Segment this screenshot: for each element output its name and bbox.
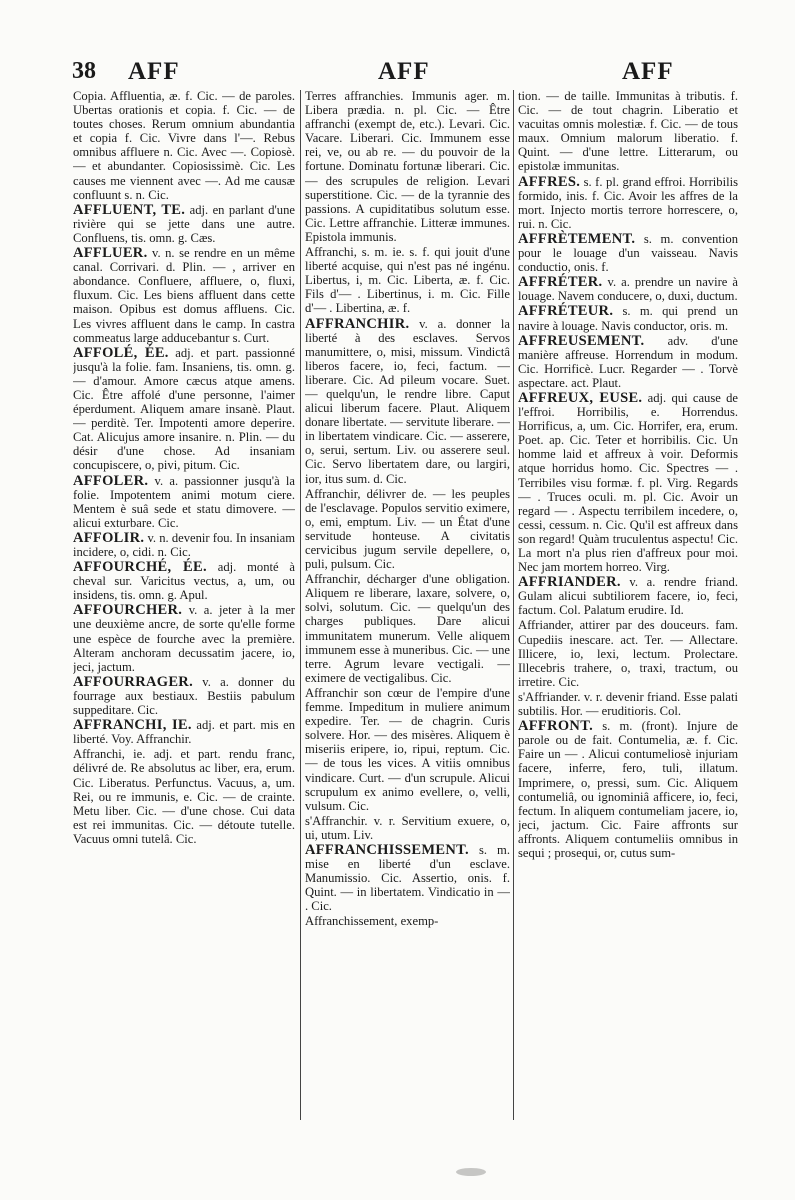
entry: s'Affriander. v. r. devenir friand. Esse palati subtilis. Hor. — eruditioris. Col.	[518, 689, 738, 719]
guide-word-center: AFF	[378, 58, 430, 85]
column-left	[73, 89, 295, 1129]
entry: AFFRÈTEMENT. s. m. convention pour le louage d'un vaisseau. Navis conductio, onis. f.	[518, 230, 738, 275]
entry: AFFRANCHI, IE. adj. et part. mis en liberté. Voy. Affranchir.	[73, 717, 295, 747]
column-divider	[300, 90, 301, 1120]
page-number: 38	[72, 58, 96, 84]
column-right	[518, 89, 738, 1129]
entry: AFFRANCHISSEMENT. s. m. mise en liberté d'un esclave. Manumissio. Cic. Assertio, onis. f. Quint. — in libertatem. Vindicatio in — . Cic.	[305, 841, 510, 914]
entry: AFFLUER. v. n. se rendre en un même canal. Corrivari. d. Plin. — , arriver en abondance. Confluere, affluere, o, fluxi, fluxum. Cic. Les biens affluent dans cette maison. Opibus est domus affluens. Cic. Les vivres affluent dans le camp. In castra commeatus large adducebantur s. Curt.	[73, 245, 295, 345]
entry: Affranchir son cœur de l'empire d'une femme. Impeditum in muliere animum expedire. Ter. — de chagrin. Curis solvere. Hor. — des misères. Aliquem è miseriis eripere, io, ripui, reptum. Cic. — de tous les vices. A vitiis omnibus vindicare. Curt. — d'un scrupule. Alicui scrupulum ex animo evellere, o, velli, vulsum. Cic.	[305, 685, 510, 813]
entry: Affranchi, ie. adj. et part. rendu franc, délivré de. Re absolutus ac liber, era, erum. Cic. Liberatus. Perfunctus. Vacuus, a, um. Rei, ou re immunis, e. Cic. — de crainte. Metu liber. Cic. — d'une chose. Cui data est rei immunitas. Cic. — détoute tutelle. Vacuus omni tutelâ. Cic.	[73, 747, 295, 846]
entry: AFFREUX, EUSE. adj. qui cause de l'effroi. Horribilis, e. Horrendus. Horrificus, a, um. Cic. Horrifer, era, erum. Poet. ap. Cic. Teter et horribilis. Cic. Un homme laid et affreux à voir. Deformis atque horridus homo. Cic. Spectres — . Terribiles visu formæ. f. pl. Virg. Regards — . Truces oculi. m. pl. Cic. Avoir un regard — . Aspectu terribilem incedere, o, cessi, cessum. n. Cic. Qu'il est affreux dans son regard! Quàm truculentus aspectu! Cic. La mort n'a plus rien d'affreux pour moi. Nec jam mortem horreo. Virg.	[518, 389, 738, 575]
entry: AFFRES. s. f. pl. grand effroi. Horribilis formido, inis. f. Cic. Avoir les affres de la mort. Injecto mortis terrore horrescere, o, rui. n. Cic.	[518, 173, 738, 231]
guide-word-right: AFF	[622, 58, 674, 85]
entry: Copia. Affluentia, æ. f. Cic. — de paroles. Ubertas orationis et copia. f. Cic. — de toutes choses. Rerum omnium abundantia et copia f. Cic. Vivre dans l'—. Rebus omnibus affluere n. Cic. Avec —. Copiosè. — et abundanter. Copiosissimè. Cic. Les causes me viennent avec —. Ad me causæ confluunt s. n. Cic.	[73, 89, 295, 202]
entry: AFFRÉTEUR. s. m. qui prend un navire à louage. Navis conductor, oris. m.	[518, 303, 738, 333]
running-header	[70, 58, 740, 88]
entry: AFFREUSEMENT. adv. d'une manière affreuse. Horrendum in modum. Cic. Horrificè. Lucr. Regarder — . Torvè aspectare. act. Plaut.	[518, 332, 738, 390]
entry: AFFRÉTER. v. a. prendre un navire à louage. Navem conducere, o, duxi, ductum.	[518, 274, 738, 304]
entry: AFFOURCHER. v. a. jeter à la mer une deuxième ancre, de sorte qu'elle forme une espèce de fourche avec la première. Alteram anchoram decussatim jacere, io, jeci, jactum.	[73, 602, 295, 674]
entry: AFFOURCHÉ, ÉE. adj. monté à cheval sur. Varicitus vectus, a, um, ou insidens, tis. omn. g. Apul.	[73, 559, 295, 603]
entry: s'Affranchir. v. r. Servitium exuere, o, ui, utum. Liv.	[305, 813, 510, 842]
entry: Affriander, attirer par des douceurs. fam. Cupediis inescare. act. Ter. — Allectare. Illicere, io, lexi, lectum. Prolectare. Illecebris trahere, o, traxi, tractum, ou irretire. Cic.	[518, 618, 738, 689]
entry: AFFOLIR. v. n. devenir fou. In insaniam incidere, o, cidi. n. Cic.	[73, 529, 295, 559]
entry: Affranchir, décharger d'une obligation. Aliquem re liberare, laxare, solvere, o, solvi, solutum. Cic. — quelqu'un des charges publiques. Dare alicui immunitatem munerum. Velle aliquem immunem esse à muneribus. Cic. — une terre. Agrum levare vectigali. — eximere de vectigalibus. Cic.	[305, 572, 510, 685]
entry: AFFRIANDER. v. a. rendre friand. Gulam alicui subtiliorem facere, io, feci, factum. Col. Palatum erudire. Id.	[518, 574, 738, 618]
guide-word-left: AFF	[128, 58, 180, 85]
entry: AFFOURRAGER. v. a. donner du fourrage aux bestiaux. Bestiis pabulum suppeditare. Cic.	[73, 673, 295, 718]
entry: Terres affranchies. Immunis ager. m. Libera prædia. n. pl. Cic. — Être affranchi (exempt de, etc.). Levari. Cic. Vacare. Liberari. Cic. Immunem esse rei, ve, ou ab re. — du pouvoir de la fortune. Dominatu fortunæ liberari. Cic. — des scrupules de religion. Levari superstitione. Cic. — de la tyrannie des passions. A cupiditatibus solutum esse. Cic. Lettre affranchie. Litteræ immunes. Epistola immunis.	[305, 89, 510, 244]
entry: tion. — de taille. Immunitas à tributis. f. Cic. — de tout chagrin. Liberatio et vacuitas omnis molestiæ. f. Cic. — de tous maux. Omnium malorum liberatio. f. Quint. — d'une lettre. Litterarum, ou epistolæ immunitas.	[518, 89, 738, 174]
entry: AFFRONT. s. m. (front). Injure de parole ou de fait. Contumelia, æ. f. Cic. Faire un — . Alicui contumeliosè injuriam facere, inferre, fero, tuli, illatum. Imprimere, o, pressi, sum. Cic. Aliquem contumeliâ, ou ignominiâ afficere, io, feci, fectum. In aliquem contumeliam jacere, io, jeci, jactum. Cic. Faire affronts sur affronts. Aliquem contumeliis omnibus in sequi ; prosequi, or, cutus sum-	[518, 718, 738, 860]
entry: AFFRANCHIR. v. a. donner la liberté à des esclaves. Servos manumittere, o, misi, missum. Vindictâ liberos facere, io, feci, factum. — liberare. Cic. Ad pileum vocare. Suet. — quelqu'un, le rendre libre. Caput alicui liberum facere. Plaut. Aliquem donare libertate. — servitute liberare. — in libertatem vindicare. Cic. — asserere, o, serui, sertum. Liv. ou asserere seul. Cic. Servo libertatem dare, ou largiri, ior, itus sum. d. Cic.	[305, 315, 510, 486]
column-divider	[513, 90, 514, 1120]
column-center	[305, 89, 510, 1129]
entry: Affranchi, s. m. ie. s. f. qui jouit d'une liberté acquise, qui n'est pas né ingénu. Libertus, i, m. Cic. Liberta, æ. f. Cic. Fils d'— . Libertinus, i. m. Cic. Fille d'— . Libertina, æ. f.	[305, 245, 510, 316]
ink-blot	[456, 1168, 486, 1176]
entry: Affranchir, délivrer de. — les peuples de l'esclavage. Populos servitio eximere, o, emi, emptum. Liv. — un État d'une servitude honteuse. A civitatis cervicibus jugum servile depellere, o, puli, pulsum. Cic.	[305, 486, 510, 572]
entry: AFFOLER. v. a. passionner jusqu'à la folie. Impotentem animi motum ciere. Mentem è suâ sede et statu dimovere. — alicui exturbare. Cic.	[73, 472, 295, 530]
entry: Affranchissement, exemp-	[305, 914, 439, 929]
entry: AFFLUENT, TE. adj. en parlant d'une rivière qui se jette dans une autre. Confluens, tis. omn. g. Cæs.	[73, 201, 295, 245]
entry: AFFOLÉ, ÉE. adj. et part. passionné jusqu'à la folie. fam. Insaniens, tis. omn. g. — d'amour. Amore cæcus atque amens. Cic. Être affolé d'une personne, l'aimer éperdument. Aliquem amare insanè. Plaut. — perditè. Ter. Impotenti amore deperire. Cat. Alicujus amore insanire. n. Plin. — du désir d'une chose. Ad insaniam concupiscere, o, pivi, pitum. Cic.	[73, 344, 295, 473]
